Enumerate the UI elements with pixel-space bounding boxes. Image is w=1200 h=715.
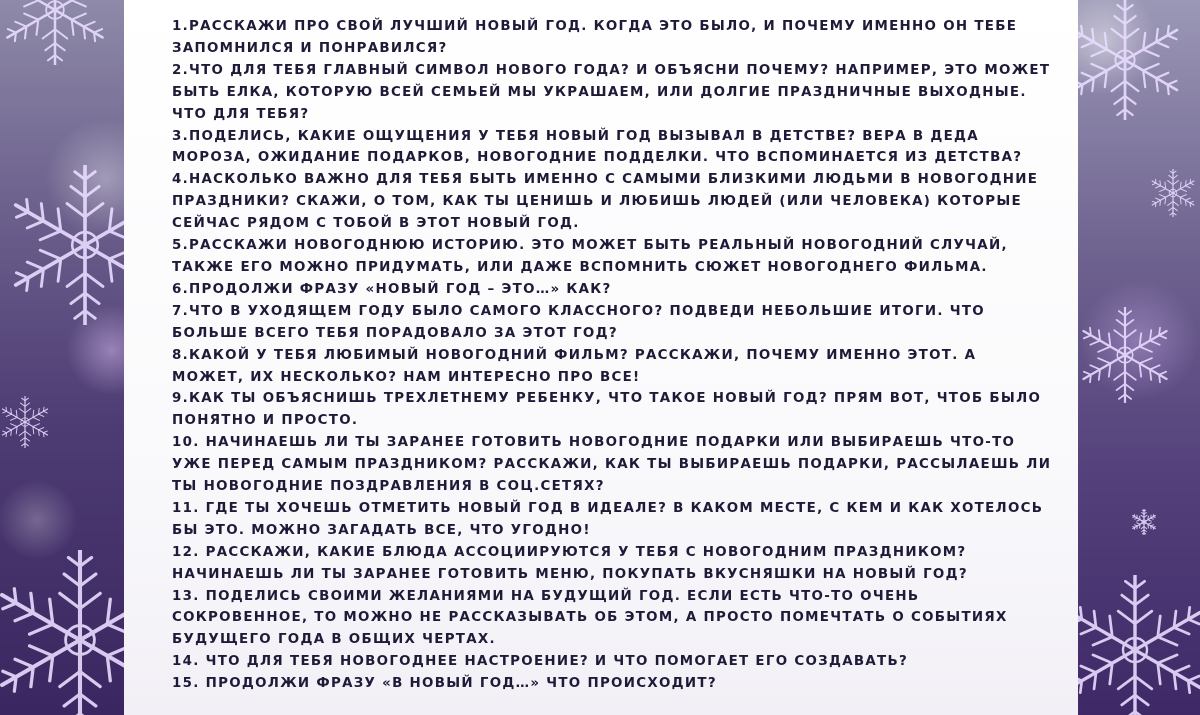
- snowflake-icon: [1149, 169, 1197, 217]
- question-9: 9.КАК ТЫ ОБЪЯСНИШЬ ТРЕХЛЕТНЕМУ РЕБЕНКУ, ЧТО ТАКОЕ НОВЫЙ ГОД? ПРЯМ ВОТ, ЧТОБ БЫЛО ПОНЯТНО И ПРОСТО.: [172, 391, 1042, 429]
- question-list: [172, 16, 1052, 695]
- question-1: 1.РАССКАЖИ ПРО СВОЙ ЛУЧШИЙ НОВЫЙ ГОД. КОГДА ЭТО БЫЛО, И ПОЧЕМУ ИМЕННО ОН ТЕБЕ ЗАПОМНИЛСЯ И ПОНРАВИЛСЯ?: [172, 19, 1018, 56]
- snowflake-icon: [1131, 509, 1157, 535]
- snowflake-icon: [1078, 0, 1185, 120]
- snowflake-icon: [0, 550, 124, 715]
- snowflake-icon: [0, 396, 51, 448]
- question-6: 6.ПРОДОЛЖИ ФРАЗУ «НОВЫЙ ГОД – ЭТО…» КАК?: [172, 281, 612, 297]
- question-11: 11. ГДЕ ТЫ ХОЧЕШЬ ОТМЕТИТЬ НОВЫЙ ГОД В ИДЕАЛЕ? В КАКОМ МЕСТЕ, С КЕМ И КАК ХОТЕЛОСЬ БЫ ЭТО. МОЖНО ЗАГАДАТЬ ВСЕ, ЧТО УГОДНО!: [172, 500, 1044, 538]
- question-4: 4.НАСКОЛЬКО ВАЖНО ДЛЯ ТЕБЯ БЫТЬ ИМЕННО С САМЫМИ БЛИЗКИМИ ЛЮДЬМИ В НОВОГОДНИЕ ПРАЗДНИКИ? СКАЖИ, О ТОМ, КАК ТЫ ЦЕНИШЬ И ЛЮБИШЬ ЛЮДЕЙ (ИЛИ ЧЕЛОВЕКА) КОТОРЫЕ СЕЙЧАС РЯДОМ С ТОБОЙ В ЭТОТ НОВЫЙ ГОД.: [172, 172, 1039, 232]
- question-2: 2.ЧТО ДЛЯ ТЕБЯ ГЛАВНЫЙ СИМВОЛ НОВОГО ГОДА? И ОБЪЯСНИ ПОЧЕМУ? НАПРИМЕР, ЭТО МОЖЕТ БЫТЬ ЕЛКА, КОТОРУЮ ВСЕЙ СЕМЬЕЙ МЫ УКРАШАЕМ, ИЛИ ДОЛГИЕ ПРАЗДНИЧНЫЕ ВЫХОДНЫЕ. ЧТО ДЛЯ ТЕБЯ?: [172, 62, 1051, 122]
- snowflake-icon: [0, 0, 110, 65]
- snowflake-icon: [5, 165, 124, 325]
- question-3: 3.ПОДЕЛИСЬ, КАКИЕ ОЩУЩЕНИЯ У ТЕБЯ НОВЫЙ ГОД ВЫЗЫВАЛ В ДЕТСТВЕ? ВЕРА В ДЕДА МОРОЗА, ОЖИДАНИЕ ПОДАРКОВ, НОВОГОДНИЕ ПОДДЕЛКИ. ЧТО ВСПОМИНАЕТСЯ ИЗ ДЕТСТВА?: [172, 128, 1023, 166]
- question-8: 8.КАКОЙ У ТЕБЯ ЛЮБИМЫЙ НОВОГОДНИЙ ФИЛЬМ? РАССКАЖИ, ПОЧЕМУ ИМЕННО ЭТОТ. А МОЖЕТ, ИХ НЕСКОЛЬКО? НАМ ИНТЕРЕСНО ПРО ВСЕ!: [172, 347, 977, 385]
- question-7: 7.ЧТО В УХОДЯЩЕМ ГОДУ БЫЛО САМОГО КЛАССНОГО? ПОДВЕДИ НЕБОЛЬШИЕ ИТОГИ. ЧТО БОЛЬШЕ ВСЕГО ТЕБЯ ПОРАДОВАЛО ЗА ЭТОТ ГОД?: [172, 303, 985, 341]
- question-12: 12. РАССКАЖИ, КАКИЕ БЛЮДА АССОЦИИРУЮТСЯ У ТЕБЯ С НОВОГОДНИМ ПРАЗДНИКОМ? НАЧИНАЕШЬ ЛИ ТЫ ЗАРАНЕЕ ГОТОВИТЬ МЕНЮ, ПОКУПАТЬ ВКУСНЯШКИ НА НОВЫЙ ГОД?: [172, 544, 968, 582]
- question-10: 10. НАЧИНАЕШЬ ЛИ ТЫ ЗАРАНЕЕ ГОТОВИТЬ НОВОГОДНИЕ ПОДАРКИ ИЛИ ВЫБИРАЕШЬ ЧТО-ТО УЖЕ ПЕРЕД САМЫМ ПРАЗДНИКОМ? РАССКАЖИ, КАК ТЫ ВЫБИРАЕШЬ ПОДАРКИ, РАССЫЛАЕШЬ ЛИ ТЫ НОВОГОДНИЕ ПОЗДРАВЛЕНИЯ В СОЦ.СЕТЯХ?: [172, 435, 1052, 495]
- snowflake-icon: [1078, 575, 1200, 715]
- question-panel: [124, 0, 1078, 715]
- question-13: 13. ПОДЕЛИСЬ СВОИМИ ЖЕЛАНИЯМИ НА БУДУЩИЙ ГОД. ЕСЛИ ЕСТЬ ЧТО-ТО ОЧЕНЬ СОКРОВЕННОЕ, ТО МОЖНО НЕ РАССКАЗЫВАТЬ ОБ ЭТОМ, А ПРОСТО ПОМЕЧТАТЬ О СОБЫТИЯХ БУДУЩЕГО ГОДА В ОБЩИХ ЧЕРТАХ.: [172, 588, 1008, 648]
- question-5: 5.РАССКАЖИ НОВОГОДНЮЮ ИСТОРИЮ. ЭТО МОЖЕТ БЫТЬ РЕАЛЬНЫЙ НОВОГОДНИЙ СЛУЧАЙ, ТАКЖЕ ЕГО МОЖНО ПРИДУМАТЬ, ИЛИ ДАЖЕ ВСПОМНИТЬ СЮЖЕТ НОВОГОДНЕГО ФИЛЬМА.: [172, 238, 1008, 275]
- question-15: 15. ПРОДОЛЖИ ФРАЗУ «В НОВЫЙ ГОД…» ЧТО ПРОИСХОДИТ?: [172, 676, 717, 692]
- snowflake-icon: [1078, 307, 1173, 403]
- question-14: 14. ЧТО ДЛЯ ТЕБЯ НОВОГОДНЕЕ НАСТРОЕНИЕ? И ЧТО ПОМОГАЕТ ЕГО СОЗДАВАТЬ?: [172, 654, 909, 670]
